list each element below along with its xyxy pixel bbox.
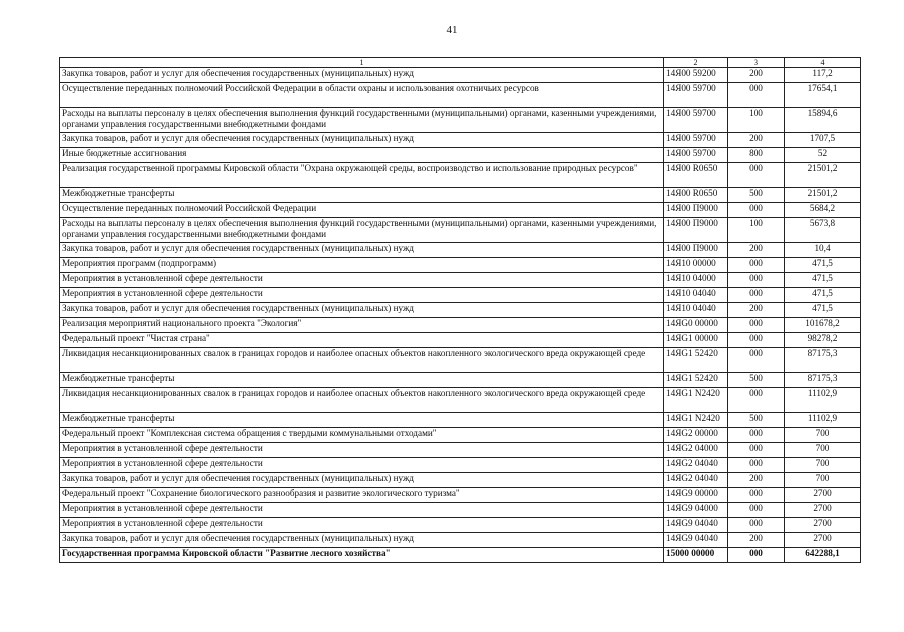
row-name: Закупка товаров, работ и услуг для обеспечения государственных (муниципальных) нужд (60, 243, 664, 258)
table-row (60, 288, 861, 303)
total-amount: 642288,1 (785, 548, 861, 563)
table-row (60, 148, 861, 163)
row-type: 500 (728, 413, 785, 428)
row-type: 100 (728, 218, 785, 243)
row-amount: 2700 (785, 488, 861, 503)
row-name: Закупка товаров, работ и услуг для обеспечения государственных (муниципальных) нужд (60, 303, 664, 318)
total-row (60, 548, 861, 563)
row-amount: 2700 (785, 533, 861, 548)
row-code: 14ЯG2 00000 (664, 428, 728, 443)
row-type: 100 (728, 108, 785, 133)
row-name: Мероприятия в установленной сфере деятельности (60, 443, 664, 458)
row-name: Закупка товаров, работ и услуг для обеспечения государственных (муниципальных) нужд (60, 133, 664, 148)
row-type: 800 (728, 148, 785, 163)
row-name: Межбюджетные трансферты (60, 373, 664, 388)
row-type: 000 (728, 518, 785, 533)
row-type: 000 (728, 503, 785, 518)
row-name: Реализация государственной программы Кировской области "Охрана окружающей среды, воспроизводство и использование природных ресурсов" (60, 163, 664, 188)
row-type: 000 (728, 203, 785, 218)
row-amount: 21501,2 (785, 163, 861, 188)
row-type: 000 (728, 428, 785, 443)
table-body (60, 68, 861, 548)
row-code: 14Я10 00000 (664, 258, 728, 273)
row-amount: 52 (785, 148, 861, 163)
table-row (60, 203, 861, 218)
row-amount: 117,2 (785, 68, 861, 83)
row-name: Иные бюджетные ассигнования (60, 148, 664, 163)
row-name: Межбюджетные трансферты (60, 413, 664, 428)
row-name: Мероприятия в установленной сфере деятельности (60, 503, 664, 518)
row-code: 14Я00 59200 (664, 68, 728, 83)
row-code: 14Я10 04040 (664, 303, 728, 318)
row-amount: 11102,9 (785, 413, 861, 428)
total-code: 15000 00000 (664, 548, 728, 563)
table-row (60, 488, 861, 503)
table-row (60, 133, 861, 148)
row-name: Ликвидация несанкционированных свалок в границах городов и наиболее опасных объектов накопленного экологического вреда окружающей среде (60, 388, 664, 413)
total-type: 000 (728, 548, 785, 563)
table-row (60, 83, 861, 108)
row-code: 14Я10 04040 (664, 288, 728, 303)
row-amount: 1707,5 (785, 133, 861, 148)
row-type: 000 (728, 488, 785, 503)
row-type: 000 (728, 333, 785, 348)
row-type: 200 (728, 133, 785, 148)
row-name: Ликвидация несанкционированных свалок в границах городов и наиболее опасных объектов накопленного экологического вреда окружающей среде (60, 348, 664, 373)
row-code: 14Я00 П9000 (664, 218, 728, 243)
row-name: Мероприятия в установленной сфере деятельности (60, 273, 664, 288)
row-code: 14ЯG0 00000 (664, 318, 728, 333)
table-header (60, 58, 861, 68)
row-name: Федеральный проект "Сохранение биологического разнообразия и развитие экологического туризма" (60, 488, 664, 503)
row-type: 500 (728, 373, 785, 388)
row-type: 000 (728, 258, 785, 273)
table-row (60, 518, 861, 533)
table-row (60, 163, 861, 188)
row-type: 200 (728, 533, 785, 548)
row-code: 14ЯG1 00000 (664, 333, 728, 348)
table-row (60, 108, 861, 133)
table-row (60, 373, 861, 388)
row-name: Закупка товаров, работ и услуг для обеспечения государственных (муниципальных) нужд (60, 533, 664, 548)
row-amount: 5673,8 (785, 218, 861, 243)
row-name: Закупка товаров, работ и услуг для обеспечения государственных (муниципальных) нужд (60, 68, 664, 83)
row-code: 14Я10 04000 (664, 273, 728, 288)
table-row (60, 388, 861, 413)
table-row (60, 428, 861, 443)
table-row (60, 533, 861, 548)
row-name: Мероприятия в установленной сфере деятельности (60, 458, 664, 473)
row-type: 200 (728, 243, 785, 258)
total-name: Государственная программа Кировской области "Развитие лесного хозяйства" (60, 548, 664, 563)
table-row (60, 303, 861, 318)
header-name: 1 (60, 58, 664, 68)
row-type: 200 (728, 473, 785, 488)
header-amount: 4 (785, 58, 861, 68)
row-amount: 700 (785, 428, 861, 443)
table-row (60, 218, 861, 243)
table-footer (60, 548, 861, 563)
table-row (60, 318, 861, 333)
row-amount: 700 (785, 458, 861, 473)
table-row (60, 68, 861, 83)
row-code: 14ЯG2 04000 (664, 443, 728, 458)
row-type: 200 (728, 303, 785, 318)
row-code: 14ЯG9 00000 (664, 488, 728, 503)
row-name: Мероприятия в установленной сфере деятельности (60, 288, 664, 303)
row-type: 500 (728, 188, 785, 203)
row-amount: 700 (785, 473, 861, 488)
row-amount: 98278,2 (785, 333, 861, 348)
table-row (60, 273, 861, 288)
row-name: Реализация мероприятий национального проекта "Экология" (60, 318, 664, 333)
row-code: 14Я00 59700 (664, 108, 728, 133)
row-code: 14Я00 П9000 (664, 243, 728, 258)
row-code: 14Я00 R0650 (664, 163, 728, 188)
row-type: 000 (728, 163, 785, 188)
row-code: 14ЯG2 04040 (664, 473, 728, 488)
row-name: Осуществление переданных полномочий Российской Федерации (60, 203, 664, 218)
row-code: 14ЯG2 04040 (664, 458, 728, 473)
row-code: 14ЯG1 N2420 (664, 388, 728, 413)
row-name: Федеральный проект "Чистая страна" (60, 333, 664, 348)
table-row (60, 188, 861, 203)
row-code: 14ЯG1 52420 (664, 373, 728, 388)
table-row (60, 473, 861, 488)
row-amount: 17654,1 (785, 83, 861, 108)
header-type: 3 (728, 58, 785, 68)
table-row (60, 348, 861, 373)
table-row (60, 258, 861, 273)
row-code: 14Я00 R0650 (664, 188, 728, 203)
row-amount: 87175,3 (785, 348, 861, 373)
page-number: 41 (446, 24, 458, 36)
row-name: Осуществление переданных полномочий Российской Федерации в области охраны и использования охотничьих ресурсов (60, 83, 664, 108)
row-amount: 471,5 (785, 258, 861, 273)
row-amount: 21501,2 (785, 188, 861, 203)
row-code: 14ЯG9 04040 (664, 518, 728, 533)
table-row (60, 243, 861, 258)
row-code: 14ЯG9 04000 (664, 503, 728, 518)
row-type: 000 (728, 273, 785, 288)
row-type: 000 (728, 83, 785, 108)
table-row (60, 503, 861, 518)
row-name: Расходы на выплаты персоналу в целях обеспечения выполнения функций государственными (муниципальными) органами, казенными учреждениями, органами управления государственными внебюджетными фондами (60, 218, 664, 243)
row-amount: 5684,2 (785, 203, 861, 218)
row-amount: 471,5 (785, 303, 861, 318)
row-type: 200 (728, 68, 785, 83)
row-code: 14Я00 59700 (664, 148, 728, 163)
row-amount: 2700 (785, 503, 861, 518)
row-name: Федеральный проект "Комплексная система обращения с твердыми коммунальными отходами" (60, 428, 664, 443)
row-code: 14Я00 59700 (664, 83, 728, 108)
table-row (60, 333, 861, 348)
row-code: 14ЯG1 N2420 (664, 413, 728, 428)
row-name: Мероприятия программ (подпрограмм) (60, 258, 664, 273)
row-amount: 101678,2 (785, 318, 861, 333)
row-amount: 471,5 (785, 273, 861, 288)
row-type: 000 (728, 443, 785, 458)
header-code: 2 (664, 58, 728, 68)
budget-table (59, 57, 861, 563)
row-type: 000 (728, 388, 785, 413)
row-amount: 87175,3 (785, 373, 861, 388)
row-type: 000 (728, 288, 785, 303)
table-row (60, 458, 861, 473)
row-name: Расходы на выплаты персоналу в целях обеспечения выполнения функций государственными (муниципальными) органами, казенными учреждениями, органами управления государственными внебюджетными фондами (60, 108, 664, 133)
row-amount: 11102,9 (785, 388, 861, 413)
row-amount: 471,5 (785, 288, 861, 303)
row-amount: 700 (785, 443, 861, 458)
row-code: 14ЯG9 04040 (664, 533, 728, 548)
row-amount: 15894,6 (785, 108, 861, 133)
row-name: Мероприятия в установленной сфере деятельности (60, 518, 664, 533)
table-row (60, 413, 861, 428)
table-row (60, 443, 861, 458)
row-type: 000 (728, 458, 785, 473)
row-type: 000 (728, 318, 785, 333)
row-code: 14Я00 59700 (664, 133, 728, 148)
row-code: 14Я00 П9000 (664, 203, 728, 218)
row-name: Межбюджетные трансферты (60, 188, 664, 203)
row-amount: 2700 (785, 518, 861, 533)
header-row (60, 58, 861, 68)
row-name: Закупка товаров, работ и услуг для обеспечения государственных (муниципальных) нужд (60, 473, 664, 488)
row-code: 14ЯG1 52420 (664, 348, 728, 373)
row-amount: 10,4 (785, 243, 861, 258)
row-type: 000 (728, 348, 785, 373)
